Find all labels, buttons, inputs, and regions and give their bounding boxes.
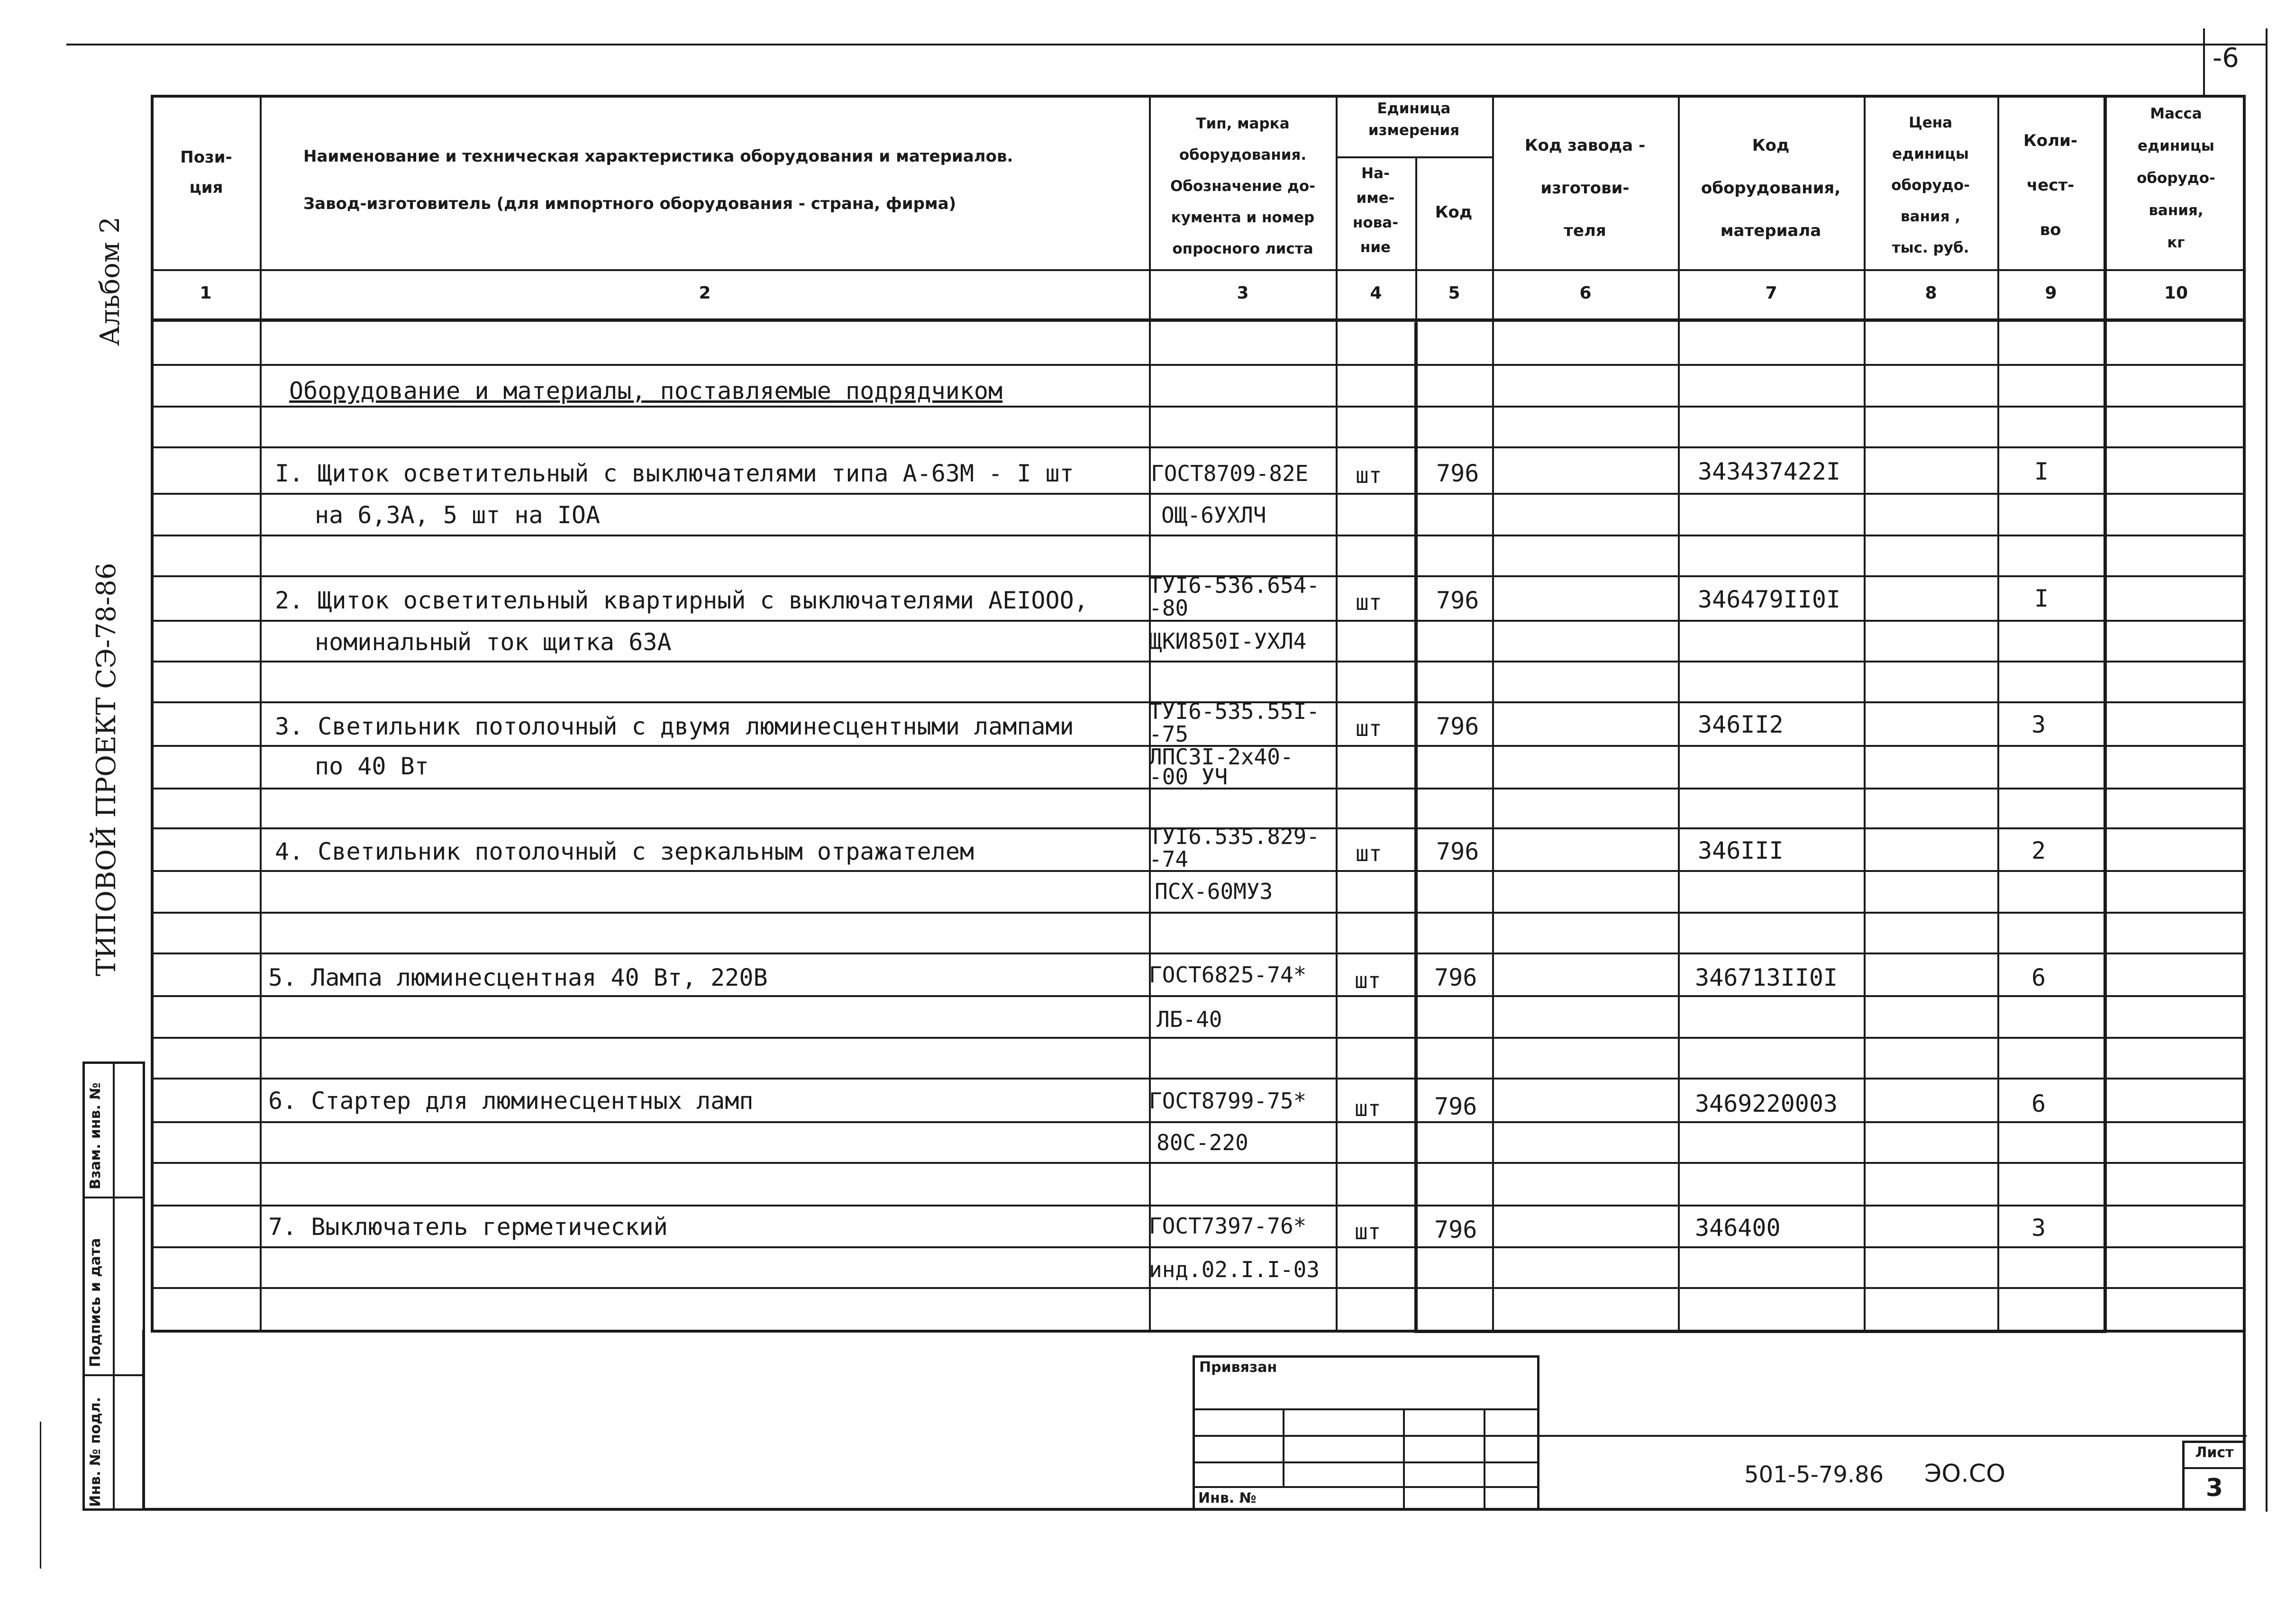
item-type-mark: ОЩ-6УХЛЧ xyxy=(1161,502,1266,528)
item-type: ТУI6-536.654- xyxy=(1149,572,1320,598)
side-stamp-replace-inv: Взам. инв. № xyxy=(87,1082,104,1189)
item-quantity: 6 xyxy=(2031,964,2046,991)
inv-label: Инв. № xyxy=(1198,1490,1257,1506)
left-margin-rule xyxy=(40,1422,41,1569)
col-number-3: 3 xyxy=(1237,283,1249,303)
side-stamp-inv-orig: Инв. № подл. xyxy=(87,1397,104,1507)
item-equipment-code: 3469220003 xyxy=(1695,1090,1838,1117)
side-stamp-divider xyxy=(113,1061,115,1511)
item-unit-code: 796 xyxy=(1436,838,1479,865)
project-label: ТИПОВОЙ ПРОЕКТ СЭ-78-86 xyxy=(91,563,122,976)
col-8-header: Цена единицы оборудо- вания , тыс. руб. xyxy=(1891,114,1970,256)
item-type-mark: 80С-220 xyxy=(1157,1130,1248,1155)
sheet-top-number: -6 xyxy=(2213,43,2239,73)
item-equipment-code: 346479II0I xyxy=(1698,586,1841,613)
item-type-continued: -80 xyxy=(1149,595,1189,621)
col-number-2: 2 xyxy=(699,283,711,303)
item-name-continued: на 6,3А, 5 шт на IOA xyxy=(315,501,601,529)
col-1-header: Пози- ция xyxy=(180,148,232,197)
col-number-4: 4 xyxy=(1370,283,1382,303)
item-quantity: 3 xyxy=(2031,711,2046,738)
item-type-mark: ПСХ-60МУ3 xyxy=(1155,879,1273,904)
col-line-6 xyxy=(1678,95,1680,1333)
col-10-header: Масса единицы оборудо- вания, кг xyxy=(2137,105,2215,251)
col-number-8: 8 xyxy=(1925,283,1937,303)
right-edge-rule xyxy=(2266,28,2268,1512)
item-name: 4. Светильник потолочный с зеркальным отражателем xyxy=(275,838,974,865)
col-line-1 xyxy=(260,95,262,1333)
item-name: 5. Лампа люминесцентная 40 Вт, 220В xyxy=(268,964,768,991)
item-unit: шт xyxy=(1355,1096,1381,1121)
item-unit-code: 796 xyxy=(1436,587,1479,614)
item-quantity: 3 xyxy=(2031,1214,2046,1242)
col-line-8 xyxy=(1997,95,1999,1333)
item-unit-code: 796 xyxy=(1436,713,1479,740)
col-3-header: Тип, марка оборудования. Обозначение до- кумента и номер опросного листа xyxy=(1170,115,1316,257)
unit-header-rule xyxy=(1336,156,1492,158)
col-5-header: Код xyxy=(1435,203,1473,222)
item-type: ТУI6.535.829- xyxy=(1149,824,1320,849)
item-unit: шт xyxy=(1356,590,1382,615)
side-stamp-signature-date: Подпись и дата xyxy=(87,1238,104,1367)
item-equipment-code: 346400 xyxy=(1695,1214,1781,1242)
col-number-1: 1 xyxy=(200,283,212,303)
item-name: 7. Выключатель герметический xyxy=(268,1213,668,1241)
top-rule xyxy=(66,44,2266,45)
item-equipment-code: 34671ЗII0I xyxy=(1695,964,1838,991)
side-stamp-sep-1 xyxy=(82,1374,145,1376)
doc-code-rule xyxy=(1539,1435,2247,1437)
item-quantity: 2 xyxy=(2031,837,2046,864)
item-name-continued: номинальный ток щитка 63А xyxy=(315,628,672,656)
item-unit: шт xyxy=(1356,716,1382,741)
sheet-label: Лист xyxy=(2195,1444,2234,1461)
col-2-header: Наименование и техническая характеристика оборудования и материалов. Завод-изготовитель (для импортного оборудования - страна, фирма) xyxy=(303,147,1013,213)
item-type: ТУI6-535.55I- xyxy=(1149,699,1320,724)
col-number-7: 7 xyxy=(1765,283,1777,303)
album-label: Альбом 2 xyxy=(95,217,126,346)
item-quantity: 6 xyxy=(2031,1090,2046,1117)
item-quantity: I xyxy=(2034,585,2049,612)
document-code: 501-5-79.86 xyxy=(1744,1461,1884,1488)
item-name-continued: по 40 Вт xyxy=(315,753,429,780)
document-code-suffix: ЭО.СО xyxy=(1924,1460,2006,1488)
item-name: 6. Стартер для люминесцентных ламп xyxy=(268,1087,754,1115)
item-unit-code: 796 xyxy=(1434,1216,1477,1243)
col-line-5 xyxy=(1492,95,1494,1333)
item-unit-code: 796 xyxy=(1434,964,1477,991)
unit-header: Единица измерения xyxy=(1368,100,1460,139)
item-type-mark: ЩКИ850I-УХЛ4 xyxy=(1149,628,1307,654)
item-type: ГОСТ7397-76* xyxy=(1149,1213,1307,1239)
item-unit-code: 796 xyxy=(1436,460,1479,487)
item-type-mark: ЛПС3I-2х40- xyxy=(1149,744,1293,770)
sheet-number: 3 xyxy=(2205,1474,2223,1502)
item-unit: шт xyxy=(1355,968,1381,993)
item-type-continued: -75 xyxy=(1149,721,1189,747)
item-unit-code: 796 xyxy=(1434,1093,1477,1120)
col-9-header: Коли- чест- во xyxy=(2023,131,2077,239)
number-row-rule xyxy=(151,318,2246,322)
sheet-box-rule xyxy=(2182,1467,2246,1469)
section-title: Оборудование и материалы, поставляемые подрядчиком xyxy=(289,377,1003,405)
item-type: ГОСТ8709-82Е xyxy=(1151,461,1309,486)
item-equipment-code: 343437422I xyxy=(1698,458,1841,485)
item-type: ГОСТ6825-74* xyxy=(1149,962,1307,988)
col-4-header: На- име- нова- ние xyxy=(1352,165,1399,256)
item-equipment-code: 346II2 xyxy=(1698,711,1784,738)
item-type-continued: -74 xyxy=(1149,846,1189,872)
col-number-10: 10 xyxy=(2164,283,2188,303)
header-rule xyxy=(151,269,2246,271)
item-type-mark-continued: -00 УЧ xyxy=(1149,764,1228,789)
col-number-6: 6 xyxy=(1579,283,1592,303)
col-line-9 xyxy=(2104,95,2107,1333)
item-type-mark: инд.02.I.I-03 xyxy=(1149,1257,1320,1282)
item-unit: шт xyxy=(1356,463,1382,488)
top-right-divider xyxy=(2203,28,2205,95)
col-7-header: Код оборудования, материала xyxy=(1701,136,1841,240)
item-type-mark: ЛБ-40 xyxy=(1157,1007,1222,1032)
col-number-9: 9 xyxy=(2045,283,2057,303)
item-name: 3. Светильник потолочный с двумя люминесцентными лампами xyxy=(275,713,1074,740)
col-line-7 xyxy=(1864,95,1866,1333)
side-stamp-sep-2 xyxy=(82,1197,145,1198)
item-name: I. Щиток осветительный с выключателями типа А-63М - I шт xyxy=(275,460,1074,487)
item-equipment-code: 346III xyxy=(1698,837,1784,864)
item-name: 2. Щиток осветительный квартирный с выключателями АЕIOOO, xyxy=(275,587,1088,614)
heavy-bottom-rule xyxy=(1414,1330,2106,1333)
item-unit: шт xyxy=(1355,1219,1381,1244)
item-type: ГОСТ8799-75* xyxy=(1149,1088,1307,1114)
col-number-5: 5 xyxy=(1448,283,1460,303)
col-6-header: Код завода - изготови- теля xyxy=(1524,136,1646,240)
col-line-3 xyxy=(1336,95,1338,1333)
item-unit: шт xyxy=(1356,841,1382,866)
item-quantity: I xyxy=(2034,458,2049,485)
bound-label: Привязан xyxy=(1199,1359,1277,1376)
